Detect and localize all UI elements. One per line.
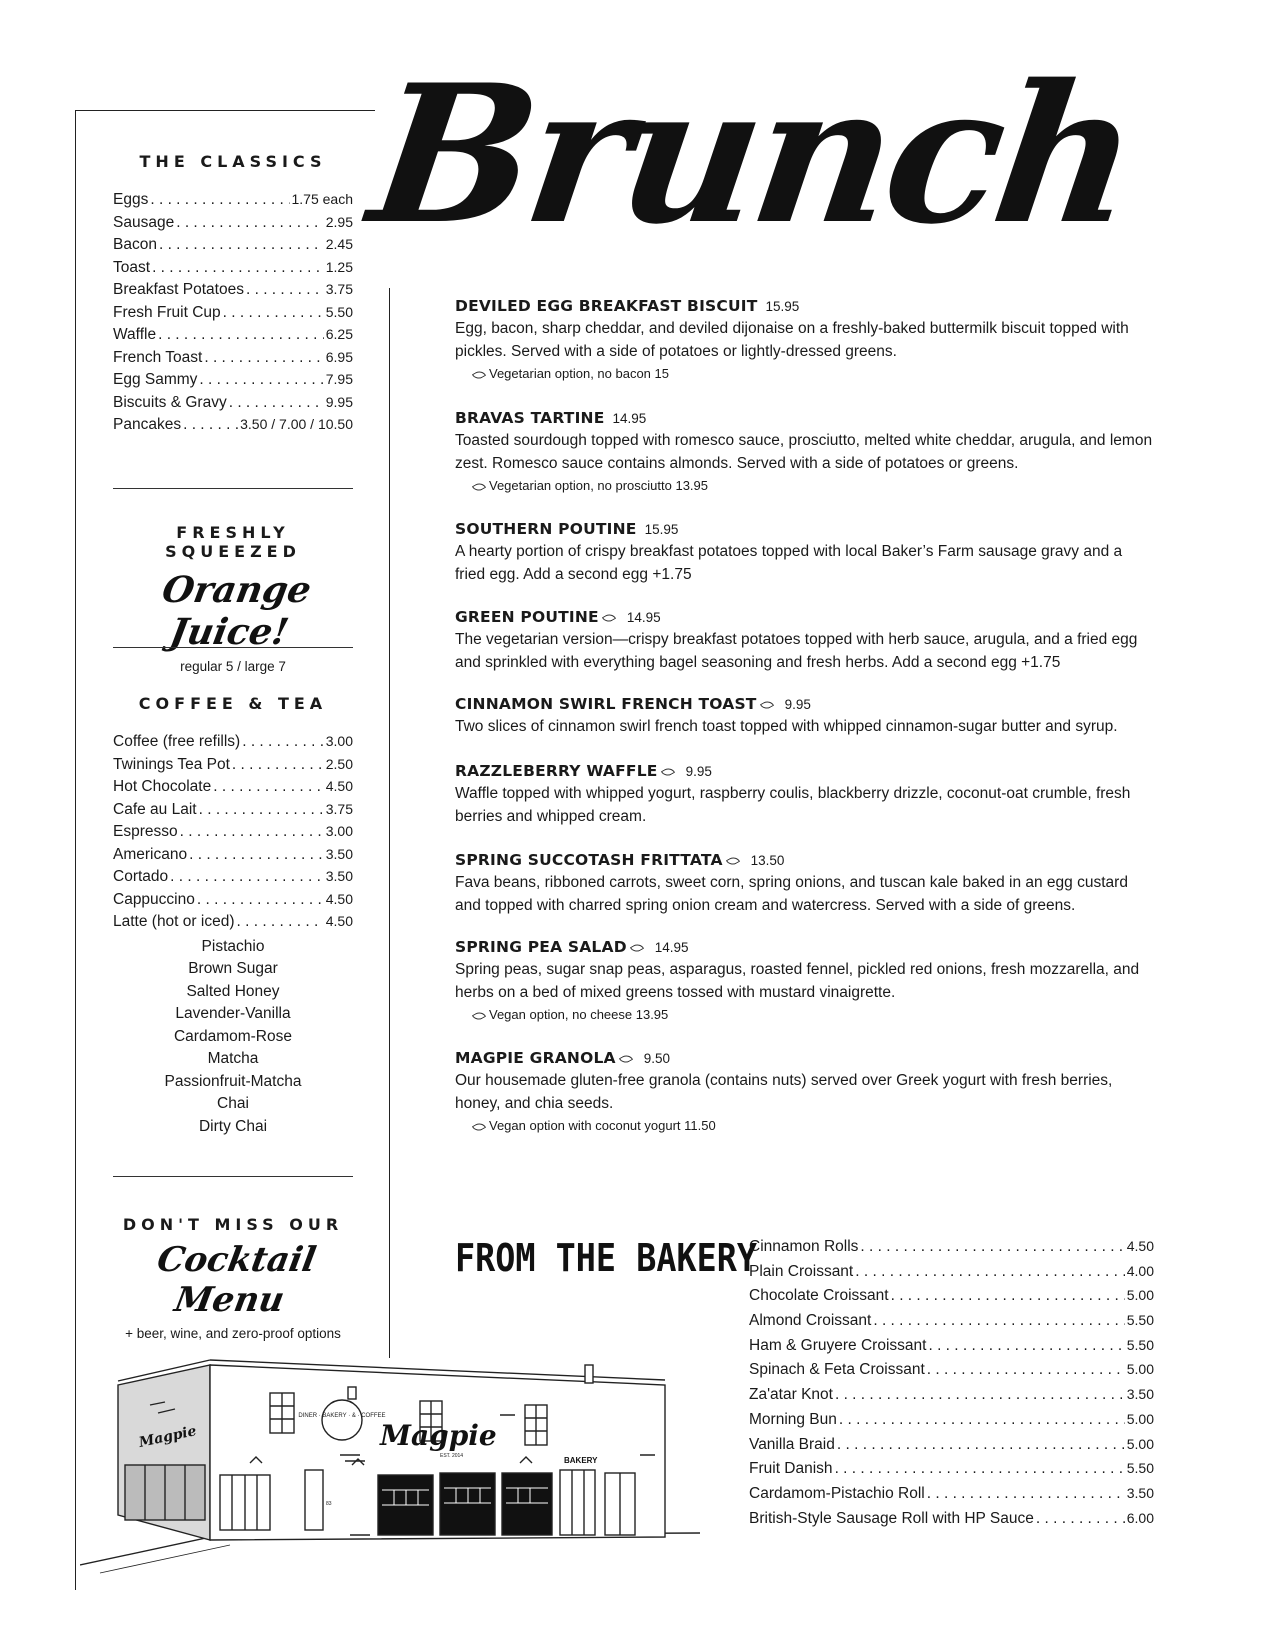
latte-flavor: Matcha <box>207 1050 259 1067</box>
menu-item-name: Twinings Tea Pot <box>113 755 230 773</box>
menu-item-row <box>113 891 353 914</box>
menu-item-row <box>749 1510 1154 1535</box>
menu-item-row <box>113 733 353 756</box>
menu-item-price: 2.50 <box>325 755 353 772</box>
brunch-item-price: 9.50 <box>643 1051 671 1066</box>
menu-item-row <box>113 913 353 936</box>
menu-item-name: Cafe au Lait <box>113 800 197 818</box>
cocktail-script-title: Cocktail Menu <box>154 1240 319 1320</box>
menu-item-row <box>749 1337 1154 1362</box>
menu-item-price: 3.75 <box>325 800 353 817</box>
brunch-item-name: BRAVAS TARTINE <box>455 409 605 427</box>
frame-divider-line <box>389 288 390 1358</box>
brunch-item <box>455 762 1155 828</box>
vegetarian-leaf-icon <box>630 941 644 954</box>
dot-leader <box>891 1287 1125 1305</box>
menu-item-row <box>113 191 353 214</box>
menu-item-row <box>113 416 353 439</box>
classics-heading: THE CLASSICS <box>139 152 327 171</box>
dot-leader <box>246 281 324 299</box>
menu-item-price: 5.00 <box>1126 1435 1154 1452</box>
brunch-item-price: 15.95 <box>765 299 800 314</box>
cocktail-heading: DON'T MISS OUR <box>122 1215 344 1234</box>
brunch-item-name: CINNAMON SWIRL FRENCH TOAST <box>455 695 757 713</box>
option-text: Vegetarian option, no prosciutto 13.95 <box>489 478 708 493</box>
latte-flavor: Salted Honey <box>186 982 280 1000</box>
menu-item-row <box>113 214 353 237</box>
dot-leader <box>213 778 324 796</box>
menu-item-name: Pancakes <box>113 416 182 433</box>
dot-leader <box>159 236 324 254</box>
brunch-item <box>455 608 1155 674</box>
latte-flavor: Chai <box>217 1095 249 1112</box>
latte-flavor: Pistachio <box>201 937 265 955</box>
brunch-item-option <box>469 478 1155 493</box>
dot-leader <box>176 214 324 232</box>
menu-item-price: 4.50 <box>325 890 353 907</box>
latte-flavor: Cardamom-Rose <box>173 1027 292 1045</box>
dot-leader <box>928 1337 1124 1355</box>
menu-item-row <box>113 394 353 417</box>
cocktail-note: + beer, wine, and zero-proof options <box>125 1326 341 1341</box>
menu-item-price: 1.75 each <box>291 191 353 207</box>
menu-item-price: 7.95 <box>325 371 353 387</box>
menu-item-name: British-Style Sausage Roll with HP Sauce <box>749 1509 1034 1527</box>
menu-item-price: 5.00 <box>1126 1287 1154 1304</box>
menu-item-name: Latte (hot or iced) <box>113 913 235 930</box>
leaf-icon <box>472 1120 486 1133</box>
menu-item-price: 3.50 <box>1126 1386 1154 1403</box>
latte-flavor: Brown Sugar <box>188 960 278 977</box>
brunch-item-description: The vegetarian version—crispy breakfast potatoes topped with herb sauce, arugula, and a fried egg and sprinkled with everything bagel seasoning and fresh herbs. Add a second egg +1.75 <box>455 631 1138 671</box>
menu-item-row <box>113 349 353 372</box>
menu-item-price: 4.50 <box>325 913 353 929</box>
building-sign-small: DINER · BAKERY · & · COFFEE <box>298 1413 386 1419</box>
frame-left-line <box>75 110 76 1590</box>
dot-leader <box>835 1386 1125 1404</box>
brunch-item <box>455 297 1155 381</box>
option-text: Vegan option, no cheese 13.95 <box>489 1007 669 1022</box>
brunch-item-name: RAZZLEBERRY WAFFLE <box>455 762 658 780</box>
page-title: Brunch <box>359 43 1146 266</box>
brunch-item <box>455 520 1155 586</box>
menu-item-price: 6.25 <box>325 326 353 342</box>
menu-item-name: Waffle <box>113 326 157 343</box>
brunch-item-name: MAGPIE GRANOLA <box>455 1049 616 1067</box>
menu-item-name: Americano <box>113 845 188 863</box>
menu-item-row <box>113 281 353 304</box>
brunch-item <box>455 1049 1155 1133</box>
menu-item-row <box>749 1460 1154 1485</box>
menu-item-name: Vanilla Braid <box>749 1435 835 1453</box>
menu-item-price: 5.00 <box>1126 1410 1154 1427</box>
brunch-item-option <box>469 1007 1155 1022</box>
menu-item-price: 5.50 <box>1126 1312 1154 1329</box>
option-text: Vegetarian option, no bacon 15 <box>489 366 669 381</box>
menu-item-price: 2.95 <box>325 213 353 230</box>
divider <box>113 647 353 648</box>
dot-leader <box>150 191 289 209</box>
menu-item-price: 3.50 <box>1126 1484 1154 1501</box>
menu-item-price: 5.00 <box>1126 1361 1154 1378</box>
brunch-item-description: Toasted sourdough topped with romesco sauce, prosciutto, melted white cheddar, arugula, and lemon zest. Romesco sauce contains almonds. Served with a side of potatoes or greens. <box>455 432 1153 472</box>
menu-item-row <box>113 778 353 801</box>
menu-item-name: Toast <box>113 258 151 276</box>
menu-item-row <box>113 371 353 394</box>
menu-item-name: Za'atar Knot <box>749 1386 833 1404</box>
menu-item-price: 6.00 <box>1126 1509 1154 1526</box>
menu-item-name: Ham & Gruyere Croissant <box>749 1336 927 1354</box>
menu-item-row <box>749 1411 1154 1436</box>
latte-flavor: Dirty Chai <box>198 1117 268 1135</box>
dot-leader <box>223 304 324 322</box>
classics-list <box>113 191 353 439</box>
menu-item-row <box>749 1238 1154 1263</box>
divider <box>113 488 353 489</box>
menu-item-name: Fruit Danish <box>749 1460 833 1478</box>
brunch-item-name: SPRING SUCCOTASH FRITTATA <box>455 851 723 869</box>
building-bakery-sign: BAKERY <box>564 1456 598 1465</box>
dot-leader <box>1036 1510 1125 1528</box>
menu-item-row <box>113 846 353 869</box>
dot-leader <box>204 349 323 367</box>
coffee-list <box>113 733 353 936</box>
vegetarian-leaf-icon <box>759 698 773 711</box>
menu-item-name: Cardamom-Pistachio Roll <box>749 1484 925 1502</box>
brunch-item-option <box>469 1118 1155 1133</box>
coffee-section <box>113 694 353 1138</box>
building-number: 83 <box>326 1501 332 1507</box>
brunch-item-name: SOUTHERN POUTINE <box>455 520 637 538</box>
dot-leader <box>860 1238 1124 1256</box>
leaf-icon <box>472 480 486 493</box>
menu-item-name: Bacon <box>113 236 157 253</box>
brunch-item-price: 9.95 <box>685 764 712 779</box>
menu-item-row <box>113 823 353 846</box>
dot-leader <box>835 1460 1125 1478</box>
menu-item-name: Cortado <box>113 868 169 885</box>
menu-item-name: Sausage <box>113 213 175 231</box>
brunch-item-description: Waffle topped with whipped yogurt, raspberry coulis, blackberry drizzle, coconut-oat crumble, fresh berries and whipped cream. <box>455 785 1131 825</box>
brunch-item-option <box>469 366 1155 381</box>
menu-item-row <box>749 1312 1154 1337</box>
building-side-sign: Magpie <box>137 1423 198 1451</box>
menu-item-price: 9.95 <box>325 393 353 410</box>
menu-item-price: 6.95 <box>325 348 353 365</box>
dot-leader <box>183 416 238 434</box>
menu-item-price: 3.75 <box>325 281 353 297</box>
brunch-item-name: GREEN POUTINE <box>455 608 599 626</box>
menu-item-name: Breakfast Potatoes <box>113 281 244 298</box>
menu-item-row <box>113 259 353 282</box>
menu-item-row <box>113 304 353 327</box>
bakery-heading: FROM THE BAKERY <box>455 1236 757 1280</box>
dot-leader <box>855 1263 1125 1281</box>
latte-flavor: Lavender-Vanilla <box>175 1005 291 1022</box>
dot-leader <box>170 868 324 886</box>
menu-item-row <box>113 801 353 824</box>
menu-item-name: Coffee (free refills) <box>113 733 241 750</box>
menu-item-row <box>749 1436 1154 1461</box>
menu-item-price: 3.50 <box>325 845 353 862</box>
brunch-item <box>455 938 1155 1022</box>
dot-leader <box>197 891 324 909</box>
menu-item-price: 5.50 <box>325 303 353 320</box>
dot-leader <box>199 801 324 819</box>
dot-leader <box>873 1312 1124 1330</box>
menu-item-price: 2.45 <box>325 236 353 252</box>
menu-item-price: 4.50 <box>325 778 353 794</box>
brunch-item-name: DEVILED EGG BREAKFAST BISCUIT <box>455 297 758 315</box>
dot-leader <box>236 913 323 931</box>
menu-item-name: Plain Croissant <box>749 1262 854 1280</box>
brunch-item-description: Two slices of cinnamon swirl french toast topped with whipped cinnamon-sugar butter and syrup. <box>455 718 1118 735</box>
menu-item-row <box>749 1263 1154 1288</box>
brunch-item-description: Spring peas, sugar snap peas, asparagus, roasted fennel, pickled red onions, fresh mozzarella, and herbs on a bed of mixed greens tossed with mustard vinaigrette. <box>455 961 1140 1001</box>
brunch-item-price: 14.95 <box>654 940 689 955</box>
menu-item-price: 5.50 <box>1126 1336 1154 1353</box>
menu-item-name: Eggs <box>113 191 149 208</box>
brunch-item-price: 14.95 <box>626 610 661 625</box>
dot-leader <box>242 733 324 751</box>
vegetarian-leaf-icon <box>619 1052 633 1065</box>
dot-leader <box>180 823 324 841</box>
juice-sizes: regular 5 / large 7 <box>180 659 286 674</box>
menu-item-row <box>749 1485 1154 1510</box>
menu-item-name: Cinnamon Rolls <box>749 1238 859 1255</box>
menu-item-price: 1.25 <box>325 258 353 275</box>
menu-item-row <box>749 1361 1154 1386</box>
frame-top-line <box>75 110 375 111</box>
menu-item-name: Fresh Fruit Cup <box>113 303 221 321</box>
coffee-heading: COFFEE & TEA <box>138 694 328 713</box>
menu-item-name: Biscuits & Gravy <box>113 393 227 411</box>
bakery-list <box>749 1238 1154 1534</box>
vegetarian-leaf-icon <box>660 765 674 778</box>
brunch-item-price: 13.50 <box>750 853 785 868</box>
dot-leader <box>839 1411 1125 1429</box>
menu-item-price: 4.00 <box>1126 1262 1154 1279</box>
menu-item-name: Almond Croissant <box>749 1312 872 1330</box>
cocktail-section <box>113 1215 353 1341</box>
menu-item-price: 3.00 <box>325 733 353 749</box>
menu-item-name: Hot Chocolate <box>113 778 212 795</box>
latte-flavor: Passionfruit-Matcha <box>164 1072 302 1090</box>
menu-item-price: 4.50 <box>1126 1238 1154 1254</box>
building-sign-name: Magpie <box>380 1419 497 1452</box>
menu-item-row <box>749 1386 1154 1411</box>
vegetarian-leaf-icon <box>602 611 616 624</box>
brunch-item-description: Egg, bacon, sharp cheddar, and deviled dijonaise on a freshly-baked buttermilk biscuit topped with pickles. Served with a side of potatoes or lightly-dressed greens. <box>455 320 1129 360</box>
latte-flavor-list <box>113 936 353 1139</box>
menu-item-row <box>113 868 353 891</box>
menu-item-name: Spinach & Feta Croissant <box>749 1361 925 1379</box>
brunch-item-description: A hearty portion of crispy breakfast potatoes topped with local Baker’s Farm sausage gravy and a fried egg. Add a second egg +1.75 <box>455 543 1123 583</box>
brunch-item <box>455 409 1155 493</box>
dot-leader <box>229 394 324 412</box>
menu-item-price: 3.50 / 7.00 / 10.50 <box>240 416 353 432</box>
dot-leader <box>232 756 324 774</box>
dot-leader <box>927 1361 1125 1379</box>
building-sign-est: EST. 2014 <box>440 1453 464 1459</box>
juice-script-title: Orange Juice! <box>159 569 315 653</box>
juice-heading: FRESHLY SQUEEZED <box>165 523 301 561</box>
magpie-building-illustration <box>80 1345 700 1575</box>
menu-item-price: 5.50 <box>1126 1460 1154 1477</box>
menu-item-price: 3.50 <box>325 868 353 884</box>
menu-item-name: Morning Bun <box>749 1410 837 1428</box>
menu-item-row <box>113 326 353 349</box>
dot-leader <box>158 326 324 344</box>
brunch-item <box>455 695 1155 739</box>
brunch-item-description: Our housemade gluten-free granola (contains nuts) served over Greek yogurt with fresh berries, honey, and chia seeds. <box>455 1072 1113 1112</box>
dot-leader <box>927 1485 1125 1503</box>
classics-section <box>113 152 353 439</box>
brunch-item-description: Fava beans, ribboned carrots, sweet corn, spring onions, and tuscan kale baked in an egg custard and topped with charred spring onion cream and watercress. Served with a side of greens. <box>455 874 1128 914</box>
brunch-item <box>455 851 1155 917</box>
leaf-icon <box>472 1009 486 1022</box>
vegetarian-leaf-icon <box>725 854 739 867</box>
brunch-item-price: 9.95 <box>784 697 811 712</box>
dot-leader <box>189 846 324 864</box>
menu-item-name: Chocolate Croissant <box>749 1287 889 1305</box>
menu-item-name: French Toast <box>113 348 203 366</box>
dot-leader <box>199 371 323 389</box>
menu-item-row <box>113 236 353 259</box>
menu-item-row <box>113 756 353 779</box>
juice-section <box>113 523 353 674</box>
option-text: Vegan option with coconut yogurt 11.50 <box>489 1118 716 1133</box>
menu-item-name: Cappuccino <box>113 890 195 908</box>
divider <box>113 1176 353 1177</box>
menu-item-name: Egg Sammy <box>113 371 198 388</box>
brunch-item-name: SPRING PEA SALAD <box>455 938 627 956</box>
menu-item-row <box>749 1287 1154 1312</box>
menu-item-price: 3.00 <box>325 823 353 839</box>
leaf-icon <box>472 368 486 381</box>
brunch-item-price: 15.95 <box>644 522 679 537</box>
brunch-item-price: 14.95 <box>612 411 647 426</box>
dot-leader <box>152 259 324 277</box>
dot-leader <box>837 1436 1125 1454</box>
menu-item-name: Espresso <box>113 823 178 840</box>
